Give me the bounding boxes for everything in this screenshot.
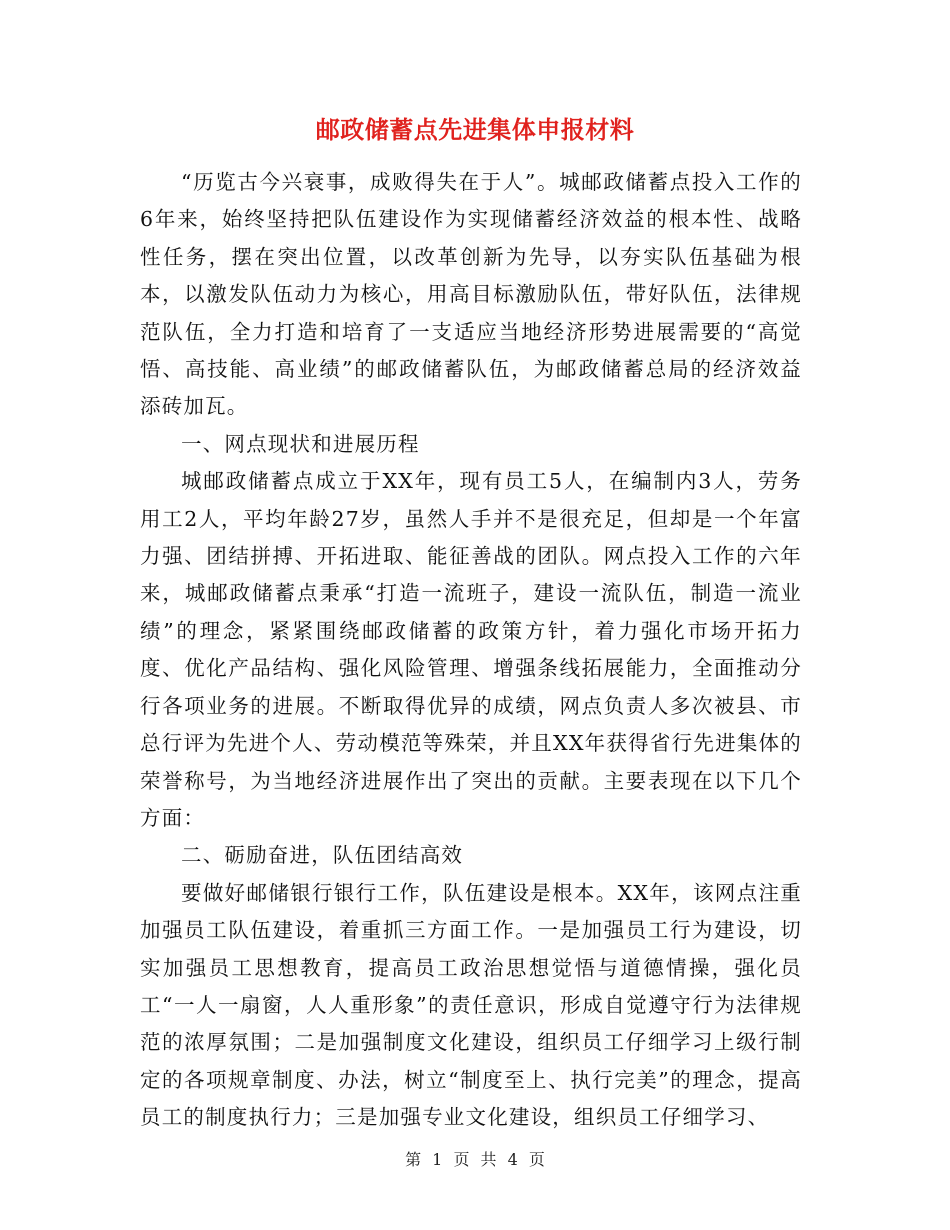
paragraph-section-1: 城邮政储蓄点成立于XX年，现有员工5人，在编制内3人，劳务用工2人，平均年龄27岁，虽然人手并不是很充足，但却是一个年富力强、团结拼搏、开拓进取、能征善战的团队。网点投入工作的六年来，城邮政储蓄点秉承“打造一流班子，建设一流队伍，制造一流业绩”的理念，紧紧围绕邮政储蓄的政策方针，着力强化市场开拓力度、优化产品结构、强化风险管理、增强条线拓展能力，全面推动分行各项业务的进展。不断取得优异的成绩，网点负责人多次被县、市总行评为先进个人、劳动模范等殊荣，并且XX年获得省行先进集体的荣誉称号，为当地经济进展作出了突出的贡献。主要表现在以下几个方面： xyxy=(140,469,802,830)
document-title: 邮政储蓄点先进集体申报材料 xyxy=(315,115,635,144)
section-heading-1: 一、网点现状和进展历程 xyxy=(181,431,420,456)
page-footer: 第 1 页 共 4 页 xyxy=(405,1150,545,1169)
document-body xyxy=(140,164,802,1137)
paragraph-intro: “历览古今兴衰事，成败得失在于人”。城邮政储蓄点投入工作的6年来，始终坚持把队伍建设作为实现储蓄经济效益的根本性、战略性任务，摆在突出位置，以改革创新为先导，以夯实队伍基础为根本，以激发队伍动力为核心，用高目标激励队伍，带好队伍，法律规范队伍，全力打造和培育了一支适应当地经济形势进展需要的“高觉悟、高技能、高业绩”的邮政储蓄队伍，为邮政储蓄总局的经济效益添砖加瓦。 xyxy=(140,170,802,419)
section-heading-2: 二、砺励奋进，队伍团结高效 xyxy=(181,843,464,868)
paragraph-section-2: 要做好邮储银行银行工作，队伍建设是根本。XX年，该网点注重加强员工队伍建设，着重抓三方面工作。一是加强员工行为建设，切实加强员工思想教育，提高员工政治思想觉悟与道德情操，强化员工“一人一扇窗，人人重形象”的责任意识，形成自觉遵守行为法律规范的浓厚氛围；二是加强制度文化建设，组织员工仔细学习上级行制定的各项规章制度、办法，树立“制度至上、执行完美”的理念，提高员工的制度执行力；三是加强专业文化建设，组织员工仔细学习、 xyxy=(140,880,802,1130)
